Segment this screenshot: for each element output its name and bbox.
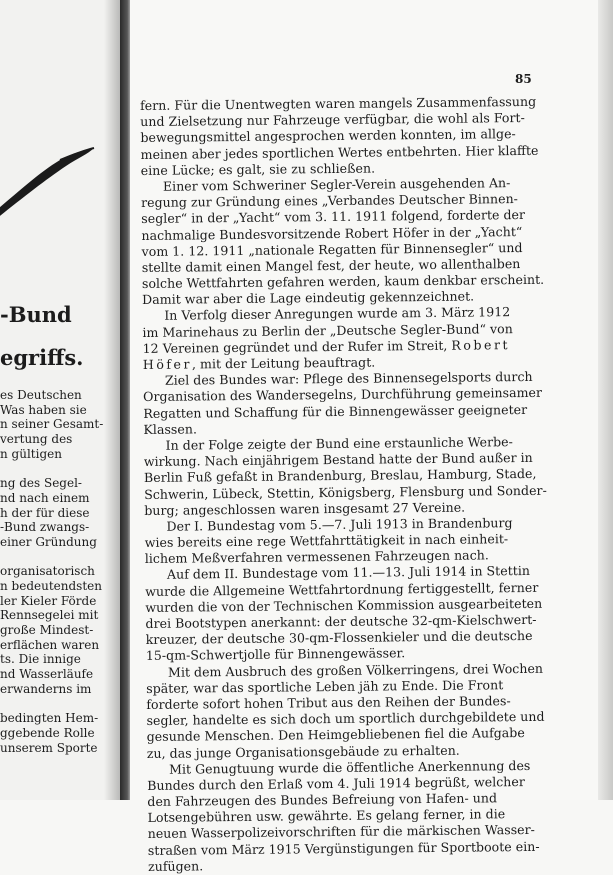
text-line: neuen Wasserpolizeivorschriften für die märkischen Wasser- [147,822,535,842]
left-text-line: bedingten Hem- [0,711,99,726]
text-line: Ziel des Bundes war: Pflege des Binnensegelsports durch [164,369,533,388]
text-line: Regatten und Schaffung für die Binnengewässer geeigneter [143,401,528,421]
text-line: Auf dem II. Bundestage vom 11.—13. Juli 1914 in Stettin [166,563,530,583]
text-line: wurden die von der Technischen Kommission ausgearbeiteten [145,595,543,615]
text-line: straßen vom März 1915 Vergünstigungen für Sportboote ein- [147,838,540,858]
left-text-line: erflächen waren [0,637,100,652]
text-line: Klassen. [143,421,197,437]
text-line: bewegungsmittel angesprochen werden konnten, im allge- [140,126,516,146]
text-line: wies bereits eine rege Wettfahrttätigkeit in nach einheit- [144,531,509,551]
text-line: zufügen. [147,858,204,874]
text-line: Bundes durch den Erlaß vom 4. Juli 1914 begrüßt, welcher [147,773,525,793]
text-line: Schwerin, Lübeck, Stettin, Königsberg, Flensburg und Sonder- [144,482,547,502]
left-text-line: ts. Die innige [0,652,81,667]
text-line: segler“ in der „Yacht“ vom 3. 11. 1911 folgend, forderte der [141,207,526,227]
text-line: wirkung. Nach einjährigem Bestand hatte der Bund außer in [143,450,533,470]
text-line: Berlin Fuß gefaßt in Brandenburg, Breslau, Hamburg, Stade, [143,466,537,486]
left-text-line: vertung des [0,432,73,447]
left-heading-1: -Bund [0,302,72,327]
text-line: meinen aber jedes sportlichen Wertes entbehrten. Hier klaffte [140,142,539,162]
text-line: gesunde Menschen. Den Heimgebliebenen fiel die Aufgabe [146,725,525,745]
text-line: 12 Vereinen gegründet und der Rufer im Streit, Robert [142,336,511,356]
text-line: nachmalige Bundesvorsitzende Robert Höfer in der „Yacht“ [141,223,523,243]
left-text-line: ng des Segel- [0,476,82,491]
text-line: In Verfolg dieser Anregungen wurde am 3. März 1912 [164,304,511,324]
text-line: zu, das junge Organisationsgebäude zu erhalten. [146,742,460,761]
left-text-line: große Mindest- [0,623,94,637]
text-line: burg; angeschlossen waren insgesamt 27 Vereine. [144,499,466,518]
left-text-line: ler Kieler Förde [0,593,97,608]
left-text-line: -Bund zwangs- [0,520,90,535]
left-text-line: n seiner Gesamt- [0,417,104,432]
text-line: und Zielsetzung nur Fahrzeuge verfügbar, die wohl als Fort- [140,110,525,130]
text-line: Lotsengebühren usw. gewährte. Es gelang ferner, in die [147,806,506,826]
text-line: forderte sofort hohen Tribut aus den Reihen der Bundes- [146,693,511,712]
page-number: 85 [515,72,532,86]
left-text-line: nd Wasserläufe [0,667,94,682]
text-line: kreuzer, der deutsche 30-qm-Flossenkieler und die deutsche [145,628,533,648]
text-line: eine Lücke; es galt, sie zu schließen. [140,160,376,178]
left-text-line: es Deutschen [0,388,82,402]
text-line: im Marinehaus zu Berlin der „Deutsche Segler-Bund“ von [142,320,513,340]
pen-illustration [0,120,100,220]
text-line: stellte damit einen Mangel fest, der heute, wo allenthalben [141,255,521,275]
text-line: fern. Für die Unentwegten waren mangels Zusammenfassung [140,93,537,113]
left-heading-2: egriffs. [0,345,84,370]
left-text-line: Was haben sie [0,402,87,417]
left-text-line: ggebende Rolle [0,725,95,740]
text-line: In der Folge zeigte der Bund eine erstaunliche Werbe- [165,434,513,453]
text-line: später, war das sportliche Leben jäh zu Ende. Die Front [146,676,504,696]
text-line: drei Bootstypen anerkannt: der deutsche 32-qm-Kielschwert- [145,611,537,631]
text-line: Höfer, mit der Leitung beauftragt. [142,354,376,372]
text-line: lichem Meßverfahren vermessenen Fahrzeugen nach. [144,547,489,567]
left-text-line: n bedeutendsten [0,578,102,593]
text-line: Der I. Bundestag vom 5.—7. Juli 1913 in Brandenburg [166,514,513,534]
left-text-line: erwanderns im [0,681,92,696]
left-text-line: einer Gründung [0,534,97,549]
text-line: Mit dem Ausbruch des großen Völkerringens, drei Wochen [167,660,544,680]
left-page [0,0,128,800]
text-line: wurde die Allgemeine Wettfahrtordnung fertiggestellt, ferner [145,579,539,599]
text-line: Mit Genugtuung wurde die öffentliche Anerkennung des [168,757,531,777]
left-text-line: n gültigen [0,446,62,461]
text-line: den Fahrzeugen des Bundes Befreiung von Hafen- und [147,790,498,810]
text-line: vom 1. 12. 1911 „nationale Regatten für Binnensegler“ und [141,239,523,259]
text-line: segler, handelte es sich doch um sportlich durchgebildete und [146,708,545,729]
body-text [140,94,546,875]
page-edge [598,0,613,800]
text-line: Organisation des Wandersegelns, Durchführung gemeinsamer [143,385,543,405]
text-line: Einer vom Schweriner Segler-Verein ausgehenden An- [162,175,511,194]
left-text-line: Rennsegelei mit [0,608,99,623]
left-text-line: nd nach einem [0,490,90,505]
left-text-line: organisatorisch [0,564,95,579]
text-line: Damit war aber die Lage eindeutig gekennzeichnet. [142,288,475,308]
text-line: solche Wettfahrten gefahren werden, kaum denkbar erscheint. [141,271,545,292]
left-text-line: h der für diese [0,505,90,520]
text-line: regung zur Gründung eines „Verbandes Deutscher Binnen- [141,191,518,211]
text-line: 15-qm-Schwertjolle für Binnengewässer. [145,645,406,664]
left-text-line: unserem Sporte [0,740,98,755]
